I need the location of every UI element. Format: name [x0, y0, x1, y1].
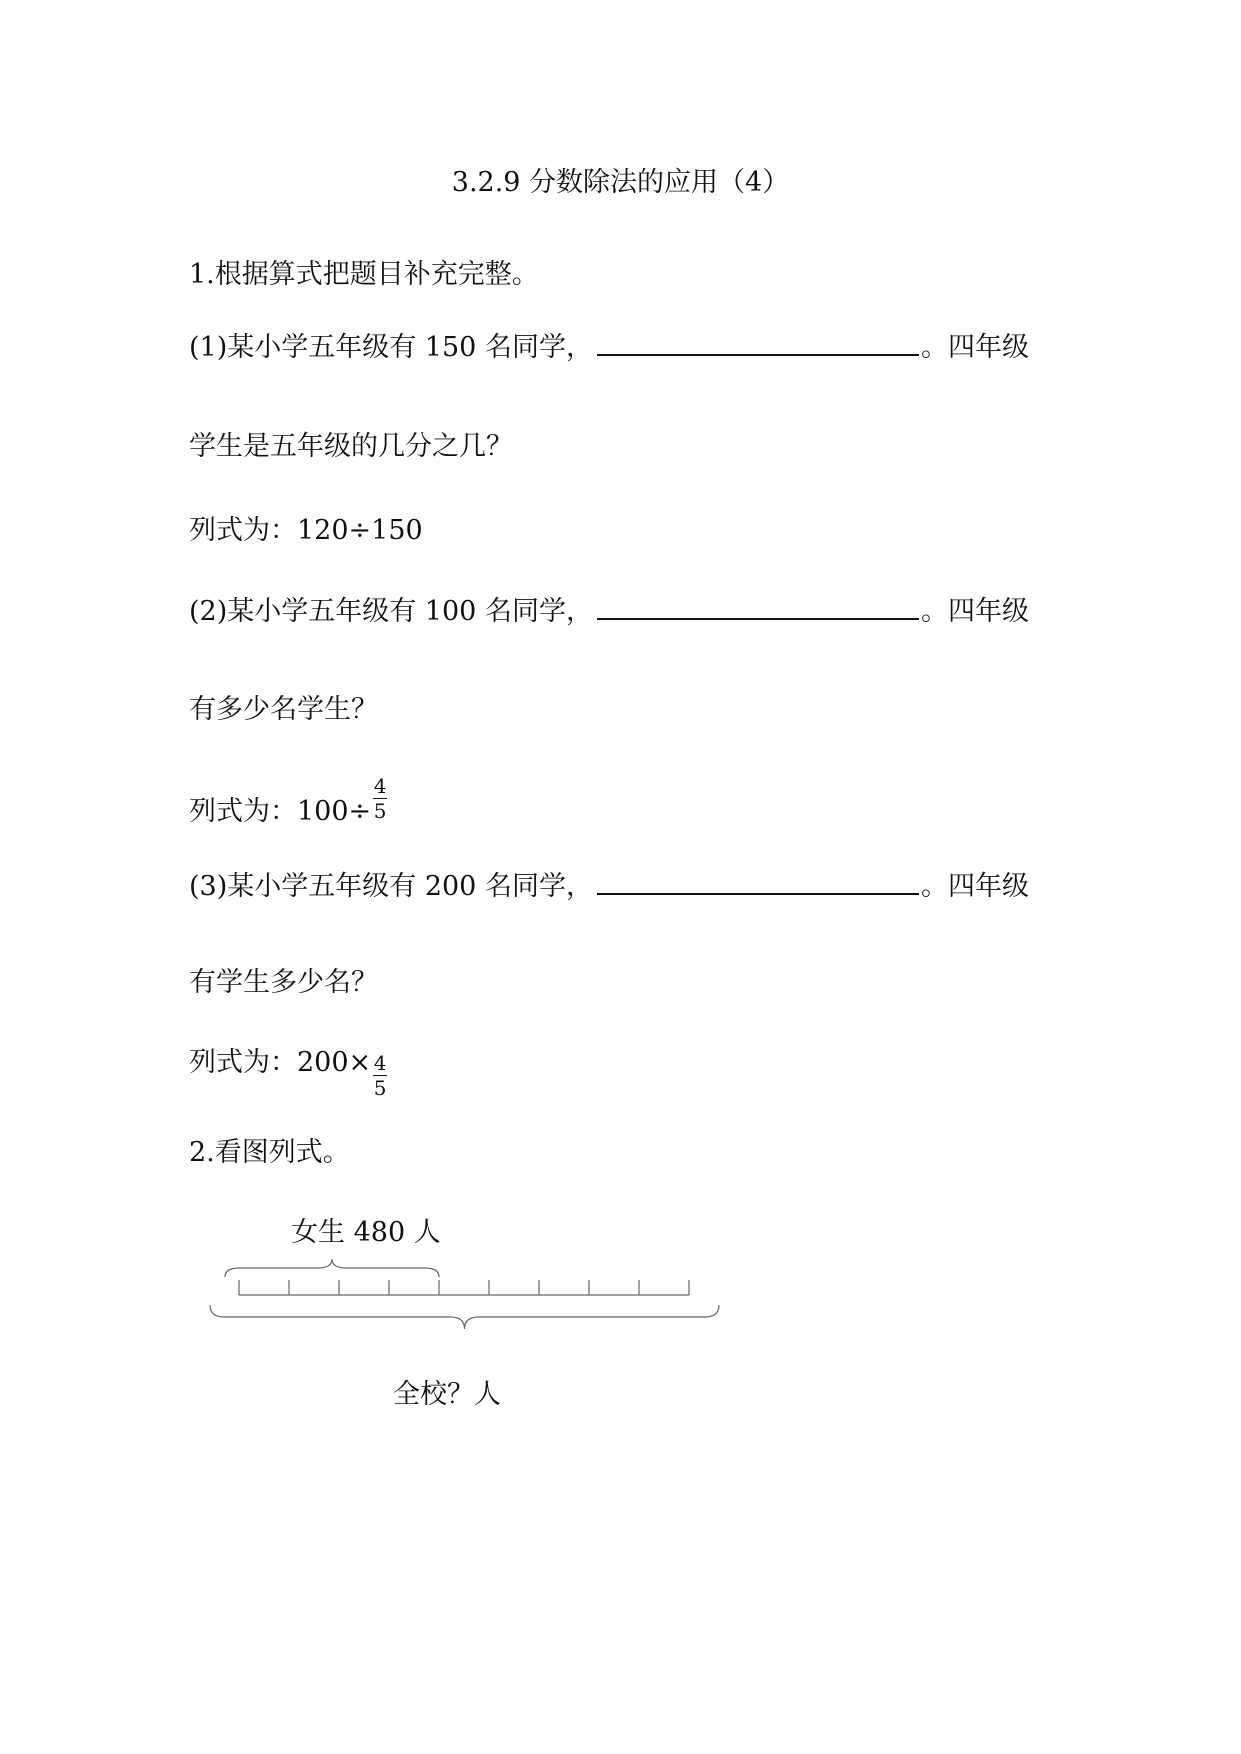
bottom-brace: [210, 1305, 719, 1329]
fraction: [373, 1052, 387, 1099]
answer-blank-3[interactable]: [597, 869, 919, 895]
formula-label: 列式为：: [189, 1047, 297, 1078]
formula-expression: 200×: [297, 1047, 372, 1078]
fraction-numerator: 4: [373, 774, 387, 798]
formula-expression: 120÷150: [297, 515, 423, 546]
question-1-3-continuation: 有学生多少名？: [189, 967, 378, 998]
question-2-heading: 2.看图列式。: [189, 1137, 350, 1168]
formula-label: 列式为：: [189, 515, 297, 546]
question-1-2-line: [189, 594, 1029, 629]
question-1-3-suffix: 。四年级: [920, 871, 1029, 902]
question-1-2-prefix: (2)某小学五年级有 100 名同学，: [189, 596, 593, 627]
fraction-numerator: 4: [373, 1051, 387, 1075]
question-1-3-formula: [189, 1040, 387, 1100]
formula-expression: 100÷: [297, 796, 372, 827]
question-1-3-line: [189, 869, 1029, 904]
question-1-1-prefix: (1)某小学五年级有 150 名同学，: [189, 332, 593, 363]
segment-diagram: [200, 1255, 730, 1340]
question-1-1-line: [189, 330, 1029, 365]
question-1-1-continuation: 学生是五年级的几分之几？: [189, 431, 513, 462]
page-title: 3.2.9 分数除法的应用（4）: [451, 167, 790, 198]
question-1-2-continuation: 有多少名学生？: [189, 694, 378, 725]
diagram-group: [210, 1259, 719, 1329]
fraction-denominator: 5: [373, 799, 387, 823]
question-1-1-formula: [189, 514, 423, 548]
formula-label: 列式为：: [189, 796, 297, 827]
fraction-denominator: 5: [373, 1076, 387, 1100]
answer-blank-2[interactable]: [597, 594, 919, 620]
question-1-3-prefix: (3)某小学五年级有 200 名同学，: [189, 871, 593, 902]
question-1-2-suffix: 。四年级: [920, 596, 1029, 627]
top-brace: [225, 1259, 439, 1277]
diagram-bottom-label: 全校？人: [393, 1379, 501, 1410]
question-1-2-formula: [189, 774, 387, 836]
fraction: [373, 775, 387, 822]
question-1-1-suffix: 。四年级: [920, 332, 1029, 363]
question-1-heading: 1.根据算式把题目补充完整。: [189, 259, 539, 290]
diagram-top-label: 女生 480 人: [291, 1217, 441, 1248]
answer-blank-1[interactable]: [597, 330, 919, 356]
